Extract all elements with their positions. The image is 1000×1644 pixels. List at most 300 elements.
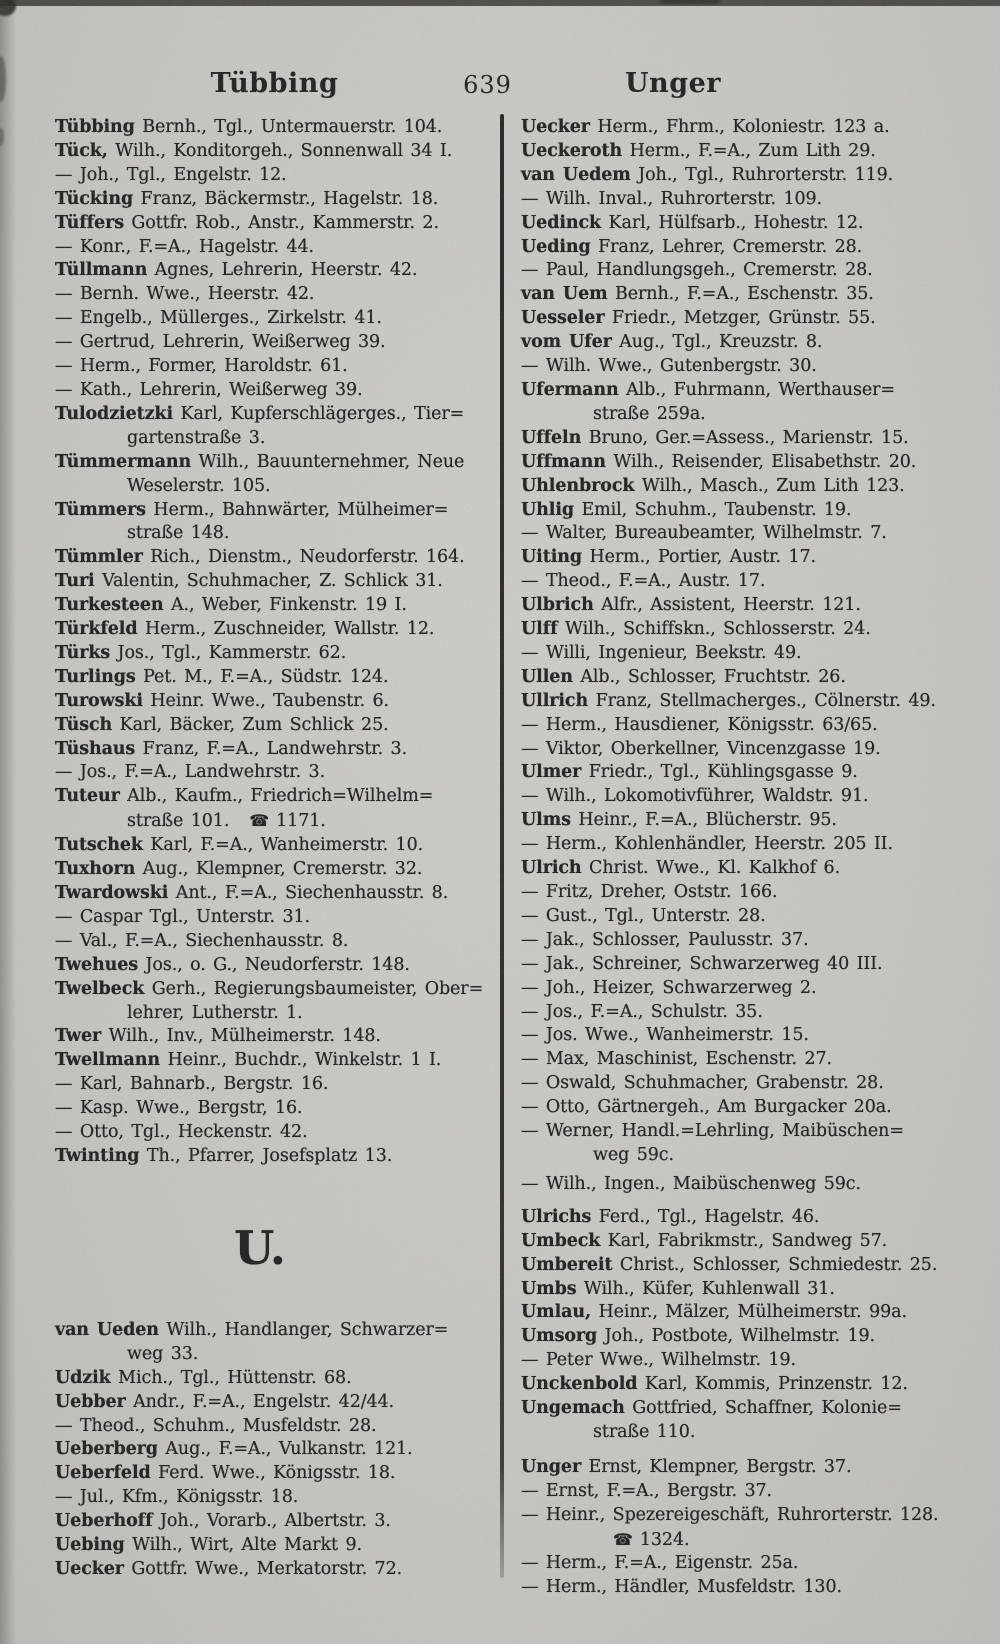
- surname: Tüffers: [55, 212, 124, 233]
- surname: Uedinck: [521, 212, 602, 233]
- directory-entry-line: [521, 594, 993, 618]
- entry-text: straße 259a.: [593, 403, 706, 424]
- entry-text: Aug., F.=A., Vulkanstr. 121.: [157, 1439, 413, 1460]
- directory-entry-line: [521, 977, 993, 1001]
- directory-entry-line: [55, 1558, 505, 1582]
- entry-text: Bernh., F.=A., Eschenstr. 35.: [607, 284, 874, 305]
- telephone-icon: ☎: [613, 1529, 633, 1549]
- directory-entry-line: [521, 618, 993, 642]
- directory-entry-line: [521, 833, 993, 857]
- directory-entry-line: [521, 379, 993, 403]
- surname: Ullen: [521, 666, 573, 687]
- entry-text: Franz, Lehrer, Cremerstr. 28.: [590, 236, 863, 257]
- directory-entry-line: [55, 714, 505, 738]
- entry-text: — Gertrud, Lehrerin, Weißerweg 39.: [55, 332, 386, 353]
- entry-text: — Bernh. Wwe., Heerstr. 42.: [55, 284, 315, 305]
- entry-text: Joh., Tgl., Ruhrorterstr. 119.: [630, 164, 894, 185]
- surname: Ulrich: [521, 858, 582, 879]
- directory-entry-line: [55, 761, 505, 785]
- entry-text: Alfr., Assistent, Heerstr. 121.: [593, 595, 861, 616]
- surname: Umlau,: [521, 1302, 591, 1323]
- directory-entry-line: [55, 188, 505, 212]
- entry-text: Bruno, Ger.=Assess., Marienstr. 15.: [581, 427, 909, 448]
- directory-column-right: [521, 116, 993, 1600]
- directory-entry-line: [55, 618, 505, 642]
- entry-text: Ernst, Klempner, Bergstr. 37.: [581, 1456, 852, 1477]
- surname: Tümmler: [55, 547, 143, 568]
- running-head-right: Unger: [625, 68, 721, 99]
- directory-entry-line: [55, 978, 505, 1002]
- directory-entry-line: [55, 164, 505, 188]
- directory-entry-line: [521, 905, 993, 929]
- directory-entry-line: [55, 785, 505, 809]
- entry-text: Karl, Bäcker, Zum Schlick 25.: [112, 714, 389, 735]
- directory-entry-line: [55, 1097, 505, 1121]
- directory-entry-line: [55, 1343, 505, 1367]
- surname: Ueberfeld: [55, 1463, 151, 1484]
- entry-text: — Kath., Lehrerin, Weißerweg 39.: [55, 379, 363, 400]
- surname: Türks: [55, 642, 111, 663]
- directory-entry-line: [55, 283, 505, 307]
- surname: Unckenbold: [521, 1374, 638, 1395]
- entry-text: Wilh., Masch., Zum Lith 123.: [634, 475, 905, 496]
- directory-entry-line: [521, 1349, 993, 1373]
- directory-entry-line: [55, 307, 505, 331]
- surname: Twelbeck: [55, 978, 145, 999]
- entry-text: Agnes, Lehrerin, Heerstr. 42.: [147, 260, 418, 281]
- entry-text: Franz, Bäckermstr., Hagelstr. 18.: [133, 188, 439, 209]
- directory-entry-line: [55, 1534, 505, 1558]
- surname: Umsorg: [521, 1326, 598, 1347]
- entry-text: Franz, Stellmacherges., Cölnerstr. 49.: [588, 690, 936, 711]
- entry-text: — Jak., Schreiner, Schwarzerweg 40 III.: [521, 953, 883, 974]
- surname: Ulff: [521, 619, 558, 640]
- surname: Ulms: [521, 810, 571, 831]
- directory-entry-line: [521, 236, 993, 260]
- entry-text: — Engelb., Müllerges., Zirkelstr. 41.: [55, 308, 382, 329]
- directory-entry-line: [521, 1576, 993, 1600]
- directory-entry-line: [55, 1391, 505, 1415]
- directory-entry-line: [521, 1048, 993, 1072]
- directory-entry-line: [521, 331, 993, 355]
- surname: Ullrich: [521, 690, 589, 711]
- entry-text: — Otto, Tgl., Heckenstr. 42.: [55, 1122, 308, 1143]
- directory-entry-line: [55, 954, 505, 978]
- entry-text: Karl, Fabrikmstr., Sandweg 57.: [600, 1230, 888, 1251]
- surname: Umbereit: [521, 1254, 613, 1275]
- directory-entry-line: [521, 475, 993, 499]
- directory-entry-line: [521, 1301, 993, 1325]
- entry-text: Christ., Schlosser, Schmiedestr. 25.: [612, 1254, 938, 1275]
- entry-text: Friedr., Metzger, Grünstr. 55.: [604, 308, 876, 329]
- directory-entry-line: [521, 499, 993, 523]
- entry-text: straße 101.: [127, 811, 230, 832]
- directory-entry-line: [521, 259, 993, 283]
- surname: Uhlig: [521, 499, 575, 520]
- directory-entry-line: [55, 546, 505, 570]
- entry-text: Wilh., Reisender, Elisabethstr. 20.: [605, 451, 917, 472]
- entry-text: gartenstraße 3.: [127, 427, 266, 448]
- directory-entry-line: [55, 475, 505, 499]
- directory-entry-line: [55, 379, 505, 403]
- directory-entry-line: [521, 1001, 993, 1025]
- surname: Udzik: [55, 1367, 111, 1388]
- surname: Ueckeroth: [521, 140, 623, 161]
- entry-text: Pet. M., F.=A., Südstr. 124.: [135, 666, 389, 687]
- entry-text: — Theod., Schuhm., Musfeldstr. 28.: [55, 1415, 377, 1436]
- directory-entry-line: [55, 499, 505, 523]
- entry-text: Wilh., Küfer, Kuhlenwall 31.: [576, 1278, 835, 1299]
- surname: Uffeln: [521, 427, 582, 448]
- entry-text: Karl, Hülfsarb., Hohestr. 12.: [601, 212, 864, 233]
- surname: Ueding: [521, 236, 591, 257]
- entry-text: — Oswald, Schuhmacher, Grabenstr. 28.: [521, 1073, 884, 1094]
- scan-top-edge: [0, 0, 1000, 6]
- entry-text: — Val., F.=A., Siechenhausstr. 8.: [55, 930, 349, 951]
- entry-text: — Otto, Gärtnergeh., Am Burgacker 20a.: [521, 1097, 892, 1118]
- directory-entry-line: [55, 1510, 505, 1534]
- directory-entry-line: [521, 666, 993, 690]
- directory-entry-line: [55, 1486, 505, 1510]
- directory-entry-line: [521, 738, 993, 762]
- directory-entry-line: [55, 1002, 505, 1026]
- directory-entry-line: [55, 1025, 505, 1049]
- directory-entry-line: [521, 1254, 993, 1278]
- directory-entry-line: [521, 116, 993, 140]
- surname: Unger: [521, 1456, 582, 1477]
- surname: van Ueden: [55, 1319, 159, 1340]
- directory-entry-line: [55, 1145, 505, 1169]
- directory-entry-line: [55, 116, 505, 140]
- entry-text: — Herm., Former, Haroldstr. 61.: [55, 356, 348, 377]
- entry-text: — Peter Wwe., Wilhelmstr. 19.: [521, 1350, 796, 1371]
- surname: Twer: [55, 1026, 102, 1047]
- entry-text: — Jos. Wwe., Wanheimerstr. 15.: [521, 1025, 809, 1046]
- directory-entry-line: [521, 857, 993, 881]
- entry-text: — Gust., Tgl., Unterstr. 28.: [521, 905, 766, 926]
- entry-text: — Wilh., Lokomotivführer, Waldstr. 91.: [521, 786, 869, 807]
- surname: Twellmann: [55, 1050, 160, 1071]
- directory-entry-line: [521, 1096, 993, 1120]
- entry-text: Bernh., Tgl., Untermauerstr. 104.: [134, 117, 443, 137]
- directory-entry-line: [55, 1367, 505, 1391]
- page-number: 639: [463, 71, 512, 99]
- entry-text: straße 148.: [127, 523, 230, 544]
- entry-text: Andr., F.=A., Engelstr. 42/44.: [125, 1391, 395, 1412]
- directory-entry-line: [55, 427, 505, 451]
- directory-entry-line: [521, 761, 993, 785]
- directory-entry-line: [521, 1120, 993, 1144]
- directory-entry-line: [521, 1173, 993, 1197]
- scan-smudge: [660, 0, 720, 4]
- directory-entry-line: [55, 1415, 505, 1439]
- surname: Uebing: [55, 1535, 125, 1556]
- entry-text: weg 33.: [127, 1343, 199, 1364]
- directory-entry-line: [55, 1073, 505, 1097]
- directory-entry-line: [521, 953, 993, 977]
- entry-text: Heinr. Wwe., Taubenstr. 6.: [142, 690, 389, 711]
- entry-text: Th., Pfarrer, Josefsplatz 13.: [139, 1145, 393, 1166]
- entry-text: — Karl, Bahnarb., Bergstr. 16.: [55, 1074, 329, 1095]
- entry-text: Valentin, Schuhmacher, Z. Schlick 31.: [94, 571, 443, 592]
- directory-entry-line: [55, 212, 505, 236]
- directory-entry-line: [55, 140, 505, 164]
- surname: Türkfeld: [55, 619, 138, 640]
- telephone-number: 1324.: [639, 1529, 690, 1550]
- surname: Uesseler: [521, 308, 605, 329]
- entry-text: Weselerstr. 105.: [127, 475, 271, 496]
- entry-text: Ferd. Wwe., Königsstr. 18.: [150, 1463, 396, 1484]
- entry-text: — Willi, Ingenieur, Beekstr. 49.: [521, 642, 802, 663]
- entry-text: Karl, F.=A., Wanheimerstr. 10.: [142, 835, 424, 856]
- surname: Uecker: [521, 117, 590, 137]
- entry-text: lehrer, Lutherstr. 1.: [127, 1002, 303, 1023]
- directory-entry-line: [521, 212, 993, 236]
- surname: Tümmers: [55, 499, 146, 520]
- entry-text: — Werner, Handl.=Lehrling, Maibüschen=: [521, 1121, 904, 1142]
- entry-text: Herm., Fhrm., Koloniestr. 123 a.: [589, 117, 890, 137]
- directory-entry-line: [55, 738, 505, 762]
- directory-entry-line: [521, 546, 993, 570]
- directory-entry-line: [55, 834, 505, 858]
- surname: Turowski: [55, 690, 143, 711]
- entry-text: Wilh., Schiffskn., Schlosserstr. 24.: [557, 619, 871, 640]
- entry-text: — Theod., F.=A., Austr. 17.: [521, 571, 766, 592]
- entry-text: Alb., Kaufm., Friedrich=Wilhelm=: [119, 786, 434, 807]
- directory-entry-line: [521, 1144, 993, 1168]
- directory-entry-line: [55, 858, 505, 882]
- entry-text: — Caspar Tgl., Unterstr. 31.: [55, 906, 310, 927]
- directory-entry-line: [521, 642, 993, 666]
- surname: Tück,: [55, 140, 108, 161]
- directory-entry-line: [521, 1072, 993, 1096]
- surname: van Uedem: [521, 164, 631, 185]
- directory-entry-line: [55, 1462, 505, 1486]
- surname: Ulbrich: [521, 595, 594, 616]
- surname: Ulrichs: [521, 1206, 592, 1227]
- directory-column-left: [55, 116, 505, 1582]
- entry-text: — Herm., Händler, Musfeldstr. 130.: [521, 1577, 842, 1598]
- entry-text: Rich., Dienstm., Neudorferstr. 164.: [142, 547, 465, 568]
- entry-text: — Herm., Kohlenhändler, Heerstr. 205 II.: [521, 834, 893, 855]
- directory-entry-line: [521, 1456, 993, 1480]
- surname: van Uem: [521, 284, 608, 305]
- surname: Ueberberg: [55, 1439, 158, 1460]
- entry-text: — Wilh. Wwe., Gutenbergstr. 30.: [521, 356, 817, 377]
- entry-text: — Herm., F.=A., Eigenstr. 25a.: [521, 1553, 799, 1574]
- directory-entry-line: [55, 1121, 505, 1145]
- surname: Turkesteen: [55, 595, 164, 616]
- surname: Tutschek: [55, 835, 143, 856]
- surname: Tüsch: [55, 714, 113, 735]
- directory-entry-line: [521, 1528, 993, 1553]
- surname: Twardowski: [55, 883, 169, 903]
- running-header: [0, 68, 1000, 104]
- entry-text: — Joh., Tgl., Engelstr. 12.: [55, 164, 287, 185]
- surname: Ulmer: [521, 762, 582, 783]
- entry-text: — Jos., F.=A., Landwehrstr. 3.: [55, 762, 326, 783]
- entry-text: Emil, Schuhm., Taubenstr. 19.: [574, 499, 852, 520]
- entry-text: Ferd., Tgl., Hagelstr. 46.: [591, 1206, 820, 1227]
- directory-entry-line: [521, 1230, 993, 1254]
- scan-smudge: [0, 0, 16, 16]
- entry-text: — Ernst, F.=A., Bergstr. 37.: [521, 1480, 772, 1501]
- entry-text: — Konr., F.=A., Hagelstr. 44.: [55, 236, 314, 257]
- entry-text: — Jos., F.=A., Schulstr. 35.: [521, 1001, 763, 1022]
- surname: Turi: [55, 571, 95, 592]
- entry-text: Alb., Schlosser, Fruchtstr. 26.: [572, 666, 846, 687]
- directory-entry-line: [55, 403, 505, 427]
- directory-entry-line: [55, 594, 505, 618]
- entry-text: Heinr., Buchdr., Winkelstr. 1 I.: [160, 1050, 442, 1071]
- directory-entry-line: [521, 355, 993, 379]
- entry-text: Karl, Kupferschlägerges., Tier=: [173, 403, 465, 424]
- directory-entry-line: [521, 283, 993, 307]
- entry-text: Ant., F.=A., Siechenhausstr. 8.: [168, 883, 449, 903]
- directory-entry-line: [521, 1504, 993, 1528]
- entry-text: — Jak., Schlosser, Paulusstr. 37.: [521, 929, 809, 950]
- entry-text: Alb., Fuhrmann, Werthauser=: [618, 379, 895, 400]
- directory-entry-line: [521, 929, 993, 953]
- surname: vom Ufer: [521, 332, 612, 353]
- surname: Twehues: [55, 954, 139, 975]
- entry-text: Herm., F.=A., Zum Lith 29.: [622, 140, 876, 161]
- directory-entry-line: [521, 1278, 993, 1302]
- directory-entry-line: [521, 570, 993, 594]
- surname: Uhlenbrock: [521, 475, 635, 496]
- directory-entry-line: [55, 331, 505, 355]
- directory-entry-line: [55, 666, 505, 690]
- entry-text: — Herm., Hausdiener, Königsstr. 63/65.: [521, 714, 878, 735]
- directory-entry-line: [521, 714, 993, 738]
- surname: Umbs: [521, 1278, 577, 1299]
- section-letter: U.: [234, 1220, 286, 1275]
- surname: Ueberhoff: [55, 1511, 153, 1532]
- entry-text: Friedr., Tgl., Kühlingsgasse 9.: [581, 762, 858, 783]
- directory-entry-line: [55, 882, 505, 906]
- directory-entry-line: [521, 1206, 993, 1230]
- entry-text: Wilh., Inv., Mülheimerstr. 148.: [101, 1026, 381, 1047]
- directory-entry-line: [55, 236, 505, 260]
- entry-text: — Viktor, Oberkellner, Vincenzgasse 19.: [521, 738, 881, 759]
- surname: Turlings: [55, 666, 136, 687]
- directory-entry-line: [521, 690, 993, 714]
- entry-text: Christ. Wwe., Kl. Kalkhof 6.: [581, 858, 841, 879]
- telephone-number: 1171.: [276, 811, 326, 832]
- surname: Uebber: [55, 1391, 126, 1412]
- surname: Ungemach: [521, 1398, 625, 1419]
- entry-text: — Max, Maschinist, Eschenstr. 27.: [521, 1049, 832, 1070]
- surname: Umbeck: [521, 1230, 601, 1251]
- directory-entry-line: [521, 403, 993, 427]
- surname: Tüllmann: [55, 260, 148, 281]
- directory-entry-line: [55, 809, 505, 834]
- entry-text: Wilh., Konditorgeh., Sonnenwall 34 I.: [107, 140, 453, 161]
- scan-smudge: [0, 128, 4, 146]
- telephone-icon: ☎: [249, 811, 270, 831]
- directory-entry-line: [55, 642, 505, 666]
- directory-entry-line: [521, 1325, 993, 1349]
- directory-entry-line: [55, 522, 505, 546]
- entry-text: — Fritz, Dreher, Oststr. 166.: [521, 882, 778, 902]
- surname: Tübbing: [55, 117, 135, 137]
- entry-text: Wilh., Wirt, Alte Markt 9.: [124, 1535, 362, 1556]
- directory-entry-line: [55, 1438, 505, 1462]
- entry-text: Aug., Klempner, Cremerstr. 32.: [135, 859, 423, 880]
- directory-entry-line: [521, 307, 993, 331]
- entry-text: weg 59c.: [593, 1144, 674, 1165]
- surname: Tümmermann: [55, 451, 192, 472]
- surname: Tulodzietzki: [55, 403, 174, 424]
- entry-text: Jos., Tgl., Kammerstr. 62.: [110, 642, 347, 663]
- directory-entry-line: [521, 522, 993, 546]
- surname: Ufermann: [521, 379, 619, 400]
- surname: Uffmann: [521, 451, 606, 472]
- entry-text: Wilh., Bauunternehmer, Neue: [191, 451, 465, 472]
- entry-text: Franz, F.=A., Landwehrstr. 3.: [135, 738, 408, 759]
- entry-text: Herm., Portier, Austr. 17.: [582, 547, 816, 568]
- directory-entry-line: [521, 1552, 993, 1576]
- entry-text: — Paul, Handlungsgeh., Cremerstr. 28.: [521, 260, 873, 281]
- entry-text: Joh., Vorarb., Albertstr. 3.: [152, 1511, 391, 1532]
- entry-text: Gerh., Regierungsbaumeister, Ober=: [144, 978, 484, 999]
- directory-entry-line: [521, 809, 993, 833]
- directory-entry-line: [521, 140, 993, 164]
- entry-text: Karl, Kommis, Prinzenstr. 12.: [637, 1374, 908, 1395]
- entry-text: — Jul., Kfm., Königsstr. 18.: [55, 1487, 299, 1508]
- entry-text: — Joh., Heizer, Schwarzerweg 2.: [521, 977, 817, 998]
- entry-text: Herm., Bahnwärter, Mülheimer=: [145, 499, 449, 520]
- surname: Tuxhorn: [55, 859, 136, 880]
- entry-text: A., Weber, Finkenstr. 19 I.: [163, 595, 407, 616]
- running-head-left: Tübbing: [210, 68, 339, 99]
- entry-text: Heinr., Mälzer, Mülheimerstr. 99a.: [590, 1302, 907, 1323]
- directory-entry-line: [521, 1397, 993, 1421]
- entry-text: Joh., Postbote, Wilhelmstr. 19.: [597, 1326, 876, 1347]
- directory-entry-line: [521, 1480, 993, 1504]
- entry-text: Heinr., F.=A., Blücherstr. 95.: [570, 810, 837, 831]
- surname: Uiting: [521, 547, 583, 568]
- directory-entry-line: [55, 930, 505, 954]
- directory-entry-line: [55, 355, 505, 379]
- directory-entry-line: [521, 1421, 993, 1445]
- entry-text: Mich., Tgl., Hüttenstr. 68.: [110, 1367, 352, 1388]
- surname: Uecker: [55, 1558, 124, 1579]
- directory-entry-line: [521, 881, 993, 905]
- surname: Tuteur: [55, 786, 120, 807]
- directory-entry-line: [55, 570, 505, 594]
- entry-text: — Wilh. Inval., Ruhrorterstr. 109.: [521, 188, 823, 209]
- directory-entry-line: [521, 1024, 993, 1048]
- entry-text: Gottfried, Schaffner, Kolonie=: [624, 1398, 902, 1419]
- entry-text: — Wilh., Ingen., Maibüschenweg 59c.: [521, 1173, 861, 1194]
- entry-text: Jos., o. G., Neudorferstr. 148.: [138, 954, 410, 975]
- directory-entry-line: [55, 690, 505, 714]
- directory-entry-line: [521, 164, 993, 188]
- surname: Tüshaus: [55, 738, 136, 759]
- entry-text: — Walter, Bureaubeamter, Wilhelmstr. 7.: [521, 523, 887, 544]
- entry-text: Wilh., Handlanger, Schwarzer=: [158, 1319, 449, 1340]
- directory-entry-line: [521, 785, 993, 809]
- directory-entry-line: [521, 427, 993, 451]
- entry-text: Gottfr. Rob., Anstr., Kammerstr. 2.: [123, 212, 439, 233]
- directory-entry-line: [55, 259, 505, 283]
- entry-text: Herm., Zuschneider, Wallstr. 12.: [137, 619, 435, 640]
- directory-entry-line: [521, 451, 993, 475]
- directory-entry-line: [55, 1319, 505, 1343]
- directory-entry-line: [55, 451, 505, 475]
- directory-entry-line: [521, 188, 993, 212]
